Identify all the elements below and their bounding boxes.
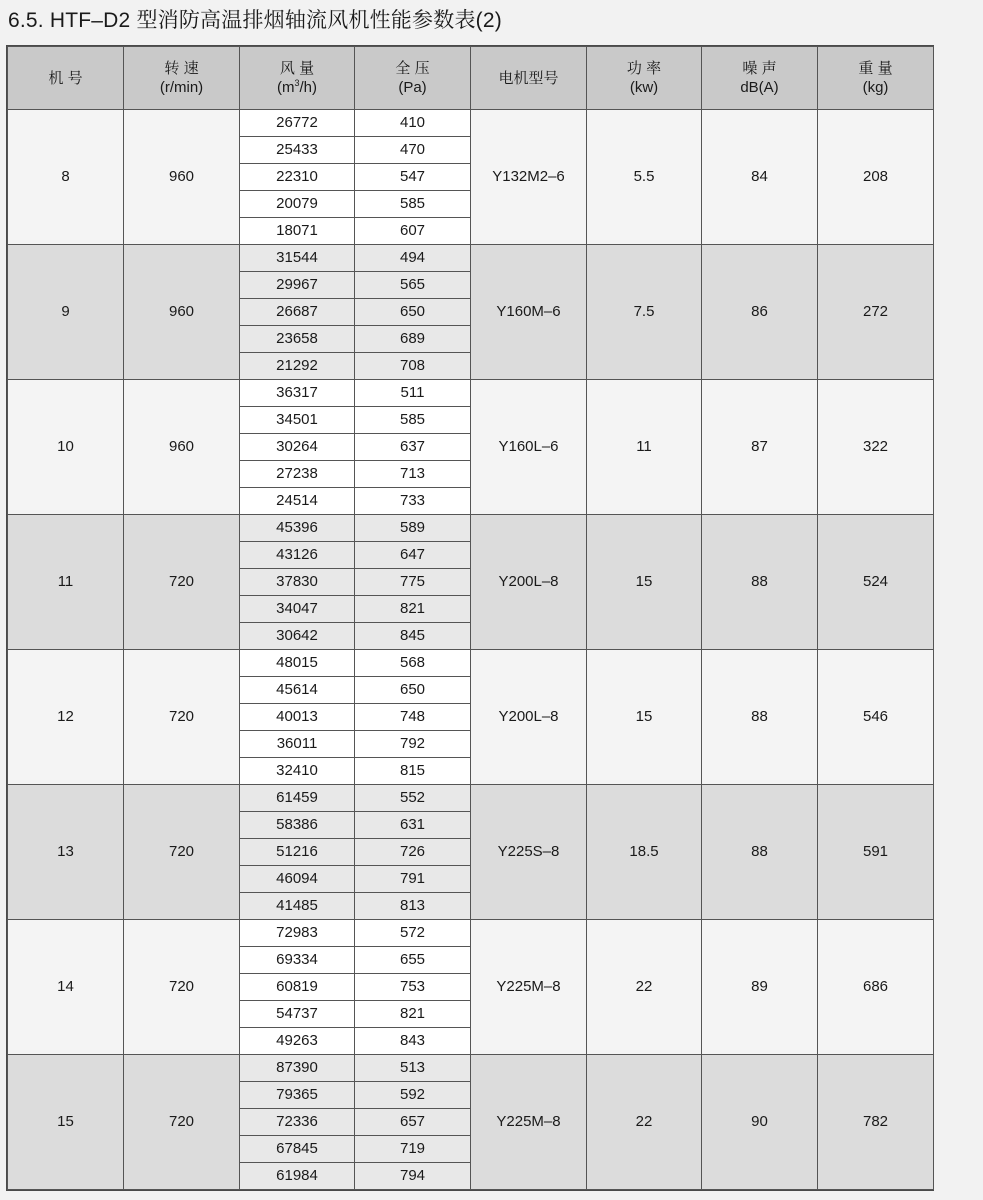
cell-pressure: 733 [355,488,471,515]
cell-pressure: 657 [355,1109,471,1136]
cell-airflow: 29967 [240,272,355,299]
cell-power: 15 [587,650,702,785]
cell-motor: Y200L–8 [471,515,587,650]
cell-airflow: 61984 [240,1163,355,1190]
cell-pressure: 410 [355,110,471,137]
cell-pressure: 713 [355,461,471,488]
cell-pressure: 792 [355,731,471,758]
cell-airflow: 23658 [240,326,355,353]
cell-speed: 960 [124,110,240,245]
table-row [8,110,934,137]
cell-weight: 591 [818,785,934,920]
cell-airflow: 51216 [240,839,355,866]
cell-airflow: 87390 [240,1055,355,1082]
header-motor: 电机型号 [471,47,587,110]
cell-pressure: 794 [355,1163,471,1190]
cell-pressure: 821 [355,596,471,623]
cell-speed: 960 [124,245,240,380]
cell-weight: 686 [818,920,934,1055]
cell-model: 10 [8,380,124,515]
table-row [8,380,934,407]
header-speed: 转 速 (r/min) [124,47,240,110]
cell-motor: Y225M–8 [471,920,587,1055]
cell-power: 18.5 [587,785,702,920]
cell-power: 11 [587,380,702,515]
table-row [8,245,934,272]
cell-airflow: 48015 [240,650,355,677]
cell-airflow: 41485 [240,893,355,920]
cell-airflow: 69334 [240,947,355,974]
cell-motor: Y225S–8 [471,785,587,920]
table-header-row [8,47,934,110]
table-row [8,650,934,677]
cell-airflow: 25433 [240,137,355,164]
header-model: 机 号 [8,47,124,110]
table-row [8,785,934,812]
cell-airflow: 30264 [240,434,355,461]
cell-pressure: 815 [355,758,471,785]
cell-pressure: 637 [355,434,471,461]
cell-weight: 782 [818,1055,934,1190]
cell-airflow: 18071 [240,218,355,245]
cell-weight: 272 [818,245,934,380]
header-weight: 重 量 (kg) [818,47,934,110]
cell-pressure: 753 [355,974,471,1001]
cell-airflow: 49263 [240,1028,355,1055]
cell-speed: 720 [124,515,240,650]
cell-pressure: 589 [355,515,471,542]
cell-airflow: 26687 [240,299,355,326]
cell-motor: Y160M–6 [471,245,587,380]
cell-speed: 720 [124,785,240,920]
table-row [8,515,934,542]
cell-power: 22 [587,1055,702,1190]
performance-table [7,46,934,1190]
table-row [8,920,934,947]
cell-pressure: 631 [355,812,471,839]
cell-airflow: 30642 [240,623,355,650]
cell-pressure: 791 [355,866,471,893]
table-body [8,110,934,1190]
cell-pressure: 607 [355,218,471,245]
cell-airflow: 20079 [240,191,355,218]
cell-weight: 524 [818,515,934,650]
cell-pressure: 813 [355,893,471,920]
cell-pressure: 821 [355,1001,471,1028]
cell-noise: 88 [702,515,818,650]
cell-motor: Y132M2–6 [471,110,587,245]
cell-airflow: 67845 [240,1136,355,1163]
cell-airflow: 31544 [240,245,355,272]
cell-airflow: 21292 [240,353,355,380]
cell-motor: Y200L–8 [471,650,587,785]
cell-airflow: 34501 [240,407,355,434]
cell-airflow: 22310 [240,164,355,191]
cell-speed: 720 [124,1055,240,1190]
header-pressure: 全 压 (Pa) [355,47,471,110]
cell-pressure: 585 [355,191,471,218]
cell-pressure: 843 [355,1028,471,1055]
cell-pressure: 470 [355,137,471,164]
header-airflow: 风 量 $(m^3/h)$ [240,47,355,110]
cell-power: 15 [587,515,702,650]
cell-airflow: 43126 [240,542,355,569]
cell-noise: 84 [702,110,818,245]
cell-airflow: 60819 [240,974,355,1001]
cell-pressure: 655 [355,947,471,974]
cell-airflow: 72983 [240,920,355,947]
cell-airflow: 45396 [240,515,355,542]
cell-airflow: 34047 [240,596,355,623]
cell-model: 14 [8,920,124,1055]
cell-speed: 960 [124,380,240,515]
cell-pressure: 572 [355,920,471,947]
cell-noise: 87 [702,380,818,515]
cell-airflow: 32410 [240,758,355,785]
cell-motor: Y225M–8 [471,1055,587,1190]
cell-power: 7.5 [587,245,702,380]
cell-weight: 322 [818,380,934,515]
cell-pressure: 494 [355,245,471,272]
page-title: 6.5. HTF–D2 型消防高温排烟轴流风机性能参数表(2) [8,9,502,32]
cell-pressure: 845 [355,623,471,650]
cell-pressure: 565 [355,272,471,299]
cell-airflow: 58386 [240,812,355,839]
cell-weight: 546 [818,650,934,785]
cell-noise: 89 [702,920,818,1055]
cell-model: 12 [8,650,124,785]
cell-model: 11 [8,515,124,650]
cell-airflow: 61459 [240,785,355,812]
cell-model: 15 [8,1055,124,1190]
cell-pressure: 585 [355,407,471,434]
cell-noise: 88 [702,785,818,920]
cell-noise: 90 [702,1055,818,1190]
cell-airflow: 46094 [240,866,355,893]
cell-weight: 208 [818,110,934,245]
cell-pressure: 552 [355,785,471,812]
cell-noise: 86 [702,245,818,380]
cell-noise: 88 [702,650,818,785]
cell-airflow: 27238 [240,461,355,488]
cell-pressure: 650 [355,677,471,704]
header-noise: 噪 声 dB(A) [702,47,818,110]
table-row [8,1055,934,1082]
cell-airflow: 24514 [240,488,355,515]
cell-pressure: 592 [355,1082,471,1109]
header-power: 功 率 (kw) [587,47,702,110]
cell-pressure: 726 [355,839,471,866]
cell-pressure: 511 [355,380,471,407]
cell-pressure: 513 [355,1055,471,1082]
cell-airflow: 54737 [240,1001,355,1028]
cell-pressure: 748 [355,704,471,731]
cell-pressure: 708 [355,353,471,380]
cell-speed: 720 [124,650,240,785]
cell-pressure: 775 [355,569,471,596]
cell-pressure: 719 [355,1136,471,1163]
cell-airflow: 26772 [240,110,355,137]
cell-airflow: 45614 [240,677,355,704]
cell-pressure: 689 [355,326,471,353]
cell-pressure: 568 [355,650,471,677]
cell-speed: 720 [124,920,240,1055]
cell-airflow: 36011 [240,731,355,758]
cell-pressure: 650 [355,299,471,326]
header-airflow-unit: $(m^3/h)$ [276,78,318,96]
cell-model: 9 [8,245,124,380]
performance-table-container [6,45,934,1191]
cell-pressure: 547 [355,164,471,191]
cell-motor: Y160L–6 [471,380,587,515]
cell-airflow: 72336 [240,1109,355,1136]
cell-airflow: 40013 [240,704,355,731]
cell-power: 5.5 [587,110,702,245]
cell-airflow: 37830 [240,569,355,596]
cell-airflow: 79365 [240,1082,355,1109]
cell-airflow: 36317 [240,380,355,407]
cell-model: 13 [8,785,124,920]
cell-model: 8 [8,110,124,245]
cell-power: 22 [587,920,702,1055]
cell-pressure: 647 [355,542,471,569]
